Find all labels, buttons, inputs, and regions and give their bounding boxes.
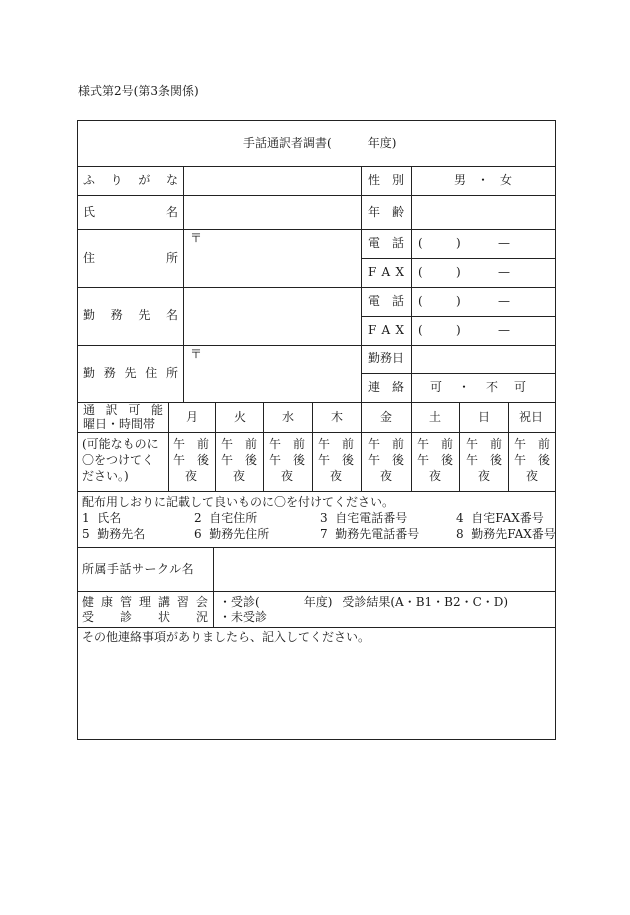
slot-morning[interactable]: 午 前 [417, 437, 453, 451]
slot-night[interactable]: 夜 [380, 469, 393, 483]
distribution-item[interactable]: 7 勤務先電話番号 [320, 527, 420, 541]
slot-night[interactable]: 夜 [185, 469, 198, 483]
contact-options: 可 ・ 不 可 [430, 380, 526, 394]
rule [361, 166, 362, 402]
slot-morning[interactable]: 午 前 [221, 437, 257, 451]
form-title: 手話通訳者調書( 年度) [243, 136, 397, 150]
home-tel-close: ) [456, 236, 461, 250]
work-tel-open: ( [418, 294, 423, 308]
work-fax-close: ) [456, 323, 461, 337]
slot-morning[interactable]: 午 前 [318, 437, 354, 451]
distribution-item[interactable]: 8 勤務先FAX番号 [456, 527, 556, 541]
work-tel-close: ) [456, 294, 461, 308]
slot-night[interactable]: 夜 [330, 469, 343, 483]
rule [78, 547, 555, 548]
slot-night[interactable]: 夜 [281, 469, 294, 483]
workplace-address-label: 勤 務 先 住 所 [83, 366, 178, 380]
home-tel-dash: — [498, 236, 510, 250]
health-option-attended[interactable]: ・受診( 年度) 受診結果(A・B1・B2・C・D) [219, 595, 509, 609]
form-table [77, 120, 556, 740]
rule [312, 402, 313, 491]
form-number: 様式第2号(第3条関係) [78, 84, 199, 98]
day-sun: 日 [478, 410, 491, 424]
postal-mark: 〒 [190, 231, 203, 245]
slot-night[interactable]: 夜 [526, 469, 539, 483]
rule [411, 166, 412, 402]
rule [78, 345, 555, 346]
rule [411, 402, 412, 491]
gender-options: 男 ・ 女 [454, 173, 512, 187]
work-tel-label: 電 話 [368, 294, 404, 308]
home-fax-dash: — [498, 265, 510, 279]
rule [459, 402, 460, 491]
slot-morning[interactable]: 午 前 [173, 437, 209, 451]
availability-label-2: 曜日・時間帯 [83, 417, 156, 431]
rule [183, 166, 184, 402]
slot-morning[interactable]: 午 前 [269, 437, 305, 451]
rule [361, 402, 362, 491]
distribution-intro: 配布用しおりに記載して良いものに〇を付けてください。 [82, 495, 395, 509]
slot-morning[interactable]: 午 前 [514, 437, 550, 451]
rule [168, 402, 169, 491]
home-fax-open: ( [418, 265, 423, 279]
home-fax-close: ) [456, 265, 461, 279]
tel-label: 電 話 [368, 236, 404, 250]
day-holiday: 祝日 [519, 410, 544, 424]
rule [263, 402, 264, 491]
slot-morning[interactable]: 午 前 [368, 437, 404, 451]
other-notes-label: その他連絡事項がありましたら、記入してください。 [82, 630, 371, 644]
rule [508, 402, 509, 491]
slot-night[interactable]: 夜 [478, 469, 491, 483]
rule [78, 287, 555, 288]
workplace-label: 勤 務 先 名 [83, 308, 178, 322]
slot-afternoon[interactable]: 午 後 [318, 453, 354, 467]
distribution-item[interactable]: 6 勤務先住所 [194, 527, 270, 541]
home-tel-open: ( [418, 236, 423, 250]
slot-afternoon[interactable]: 午 後 [514, 453, 550, 467]
slot-afternoon[interactable]: 午 後 [466, 453, 502, 467]
contact-label: 連 絡 [368, 380, 404, 394]
slot-afternoon[interactable]: 午 後 [417, 453, 453, 467]
availability-note: ださい。) [82, 469, 129, 483]
work-fax-label: F A X [368, 323, 404, 337]
availability-note: (可能なものに [82, 437, 159, 451]
distribution-item[interactable]: 4 自宅FAX番号 [456, 511, 544, 525]
slot-afternoon[interactable]: 午 後 [368, 453, 404, 467]
name-label: 氏 名 [83, 205, 178, 219]
day-tue: 火 [234, 410, 247, 424]
circle-label: 所属手話サークル名 [82, 562, 195, 576]
rule [78, 229, 555, 230]
age-label: 年 齢 [368, 205, 404, 219]
slot-afternoon[interactable]: 午 後 [221, 453, 257, 467]
health-option-not-attended[interactable]: ・未受診 [219, 610, 268, 624]
day-mon: 月 [186, 410, 199, 424]
work-days-label: 勤務日 [368, 351, 405, 365]
rule [78, 627, 555, 628]
day-thu: 木 [331, 410, 344, 424]
day-sat: 土 [429, 410, 442, 424]
work-fax-dash: — [498, 323, 510, 337]
slot-afternoon[interactable]: 午 後 [269, 453, 305, 467]
rule [78, 432, 555, 433]
rule [213, 547, 214, 627]
day-wed: 水 [282, 410, 295, 424]
rule [78, 166, 555, 167]
health-label-1: 健 康 管 理 講 習 会 [82, 595, 208, 609]
day-fri: 金 [380, 410, 393, 424]
slot-afternoon[interactable]: 午 後 [173, 453, 209, 467]
distribution-item[interactable]: 3 自宅電話番号 [320, 511, 408, 525]
rule [361, 316, 555, 317]
health-label-2: 受 診 状 況 [82, 610, 208, 624]
furigana-label: ふ り が な [83, 173, 178, 187]
distribution-item[interactable]: 1 氏名 [82, 511, 122, 525]
slot-morning[interactable]: 午 前 [466, 437, 502, 451]
rule [361, 258, 555, 259]
availability-label-1: 通 訳 可 能 [83, 403, 163, 417]
postal-mark: 〒 [190, 347, 203, 361]
rule [215, 402, 216, 491]
rule [78, 591, 555, 592]
rule [78, 195, 555, 196]
slot-night[interactable]: 夜 [233, 469, 246, 483]
work-tel-dash: — [498, 294, 510, 308]
availability-note: 〇をつけてく [82, 453, 155, 467]
address-label: 住 所 [83, 251, 178, 265]
slot-night[interactable]: 夜 [429, 469, 442, 483]
work-fax-open: ( [418, 323, 423, 337]
distribution-item[interactable]: 5 勤務先名 [82, 527, 146, 541]
rule [78, 491, 555, 492]
fax-label: F A X [368, 265, 404, 279]
distribution-item[interactable]: 2 自宅住所 [194, 511, 258, 525]
gender-label: 性 別 [368, 173, 404, 187]
rule [361, 373, 555, 374]
